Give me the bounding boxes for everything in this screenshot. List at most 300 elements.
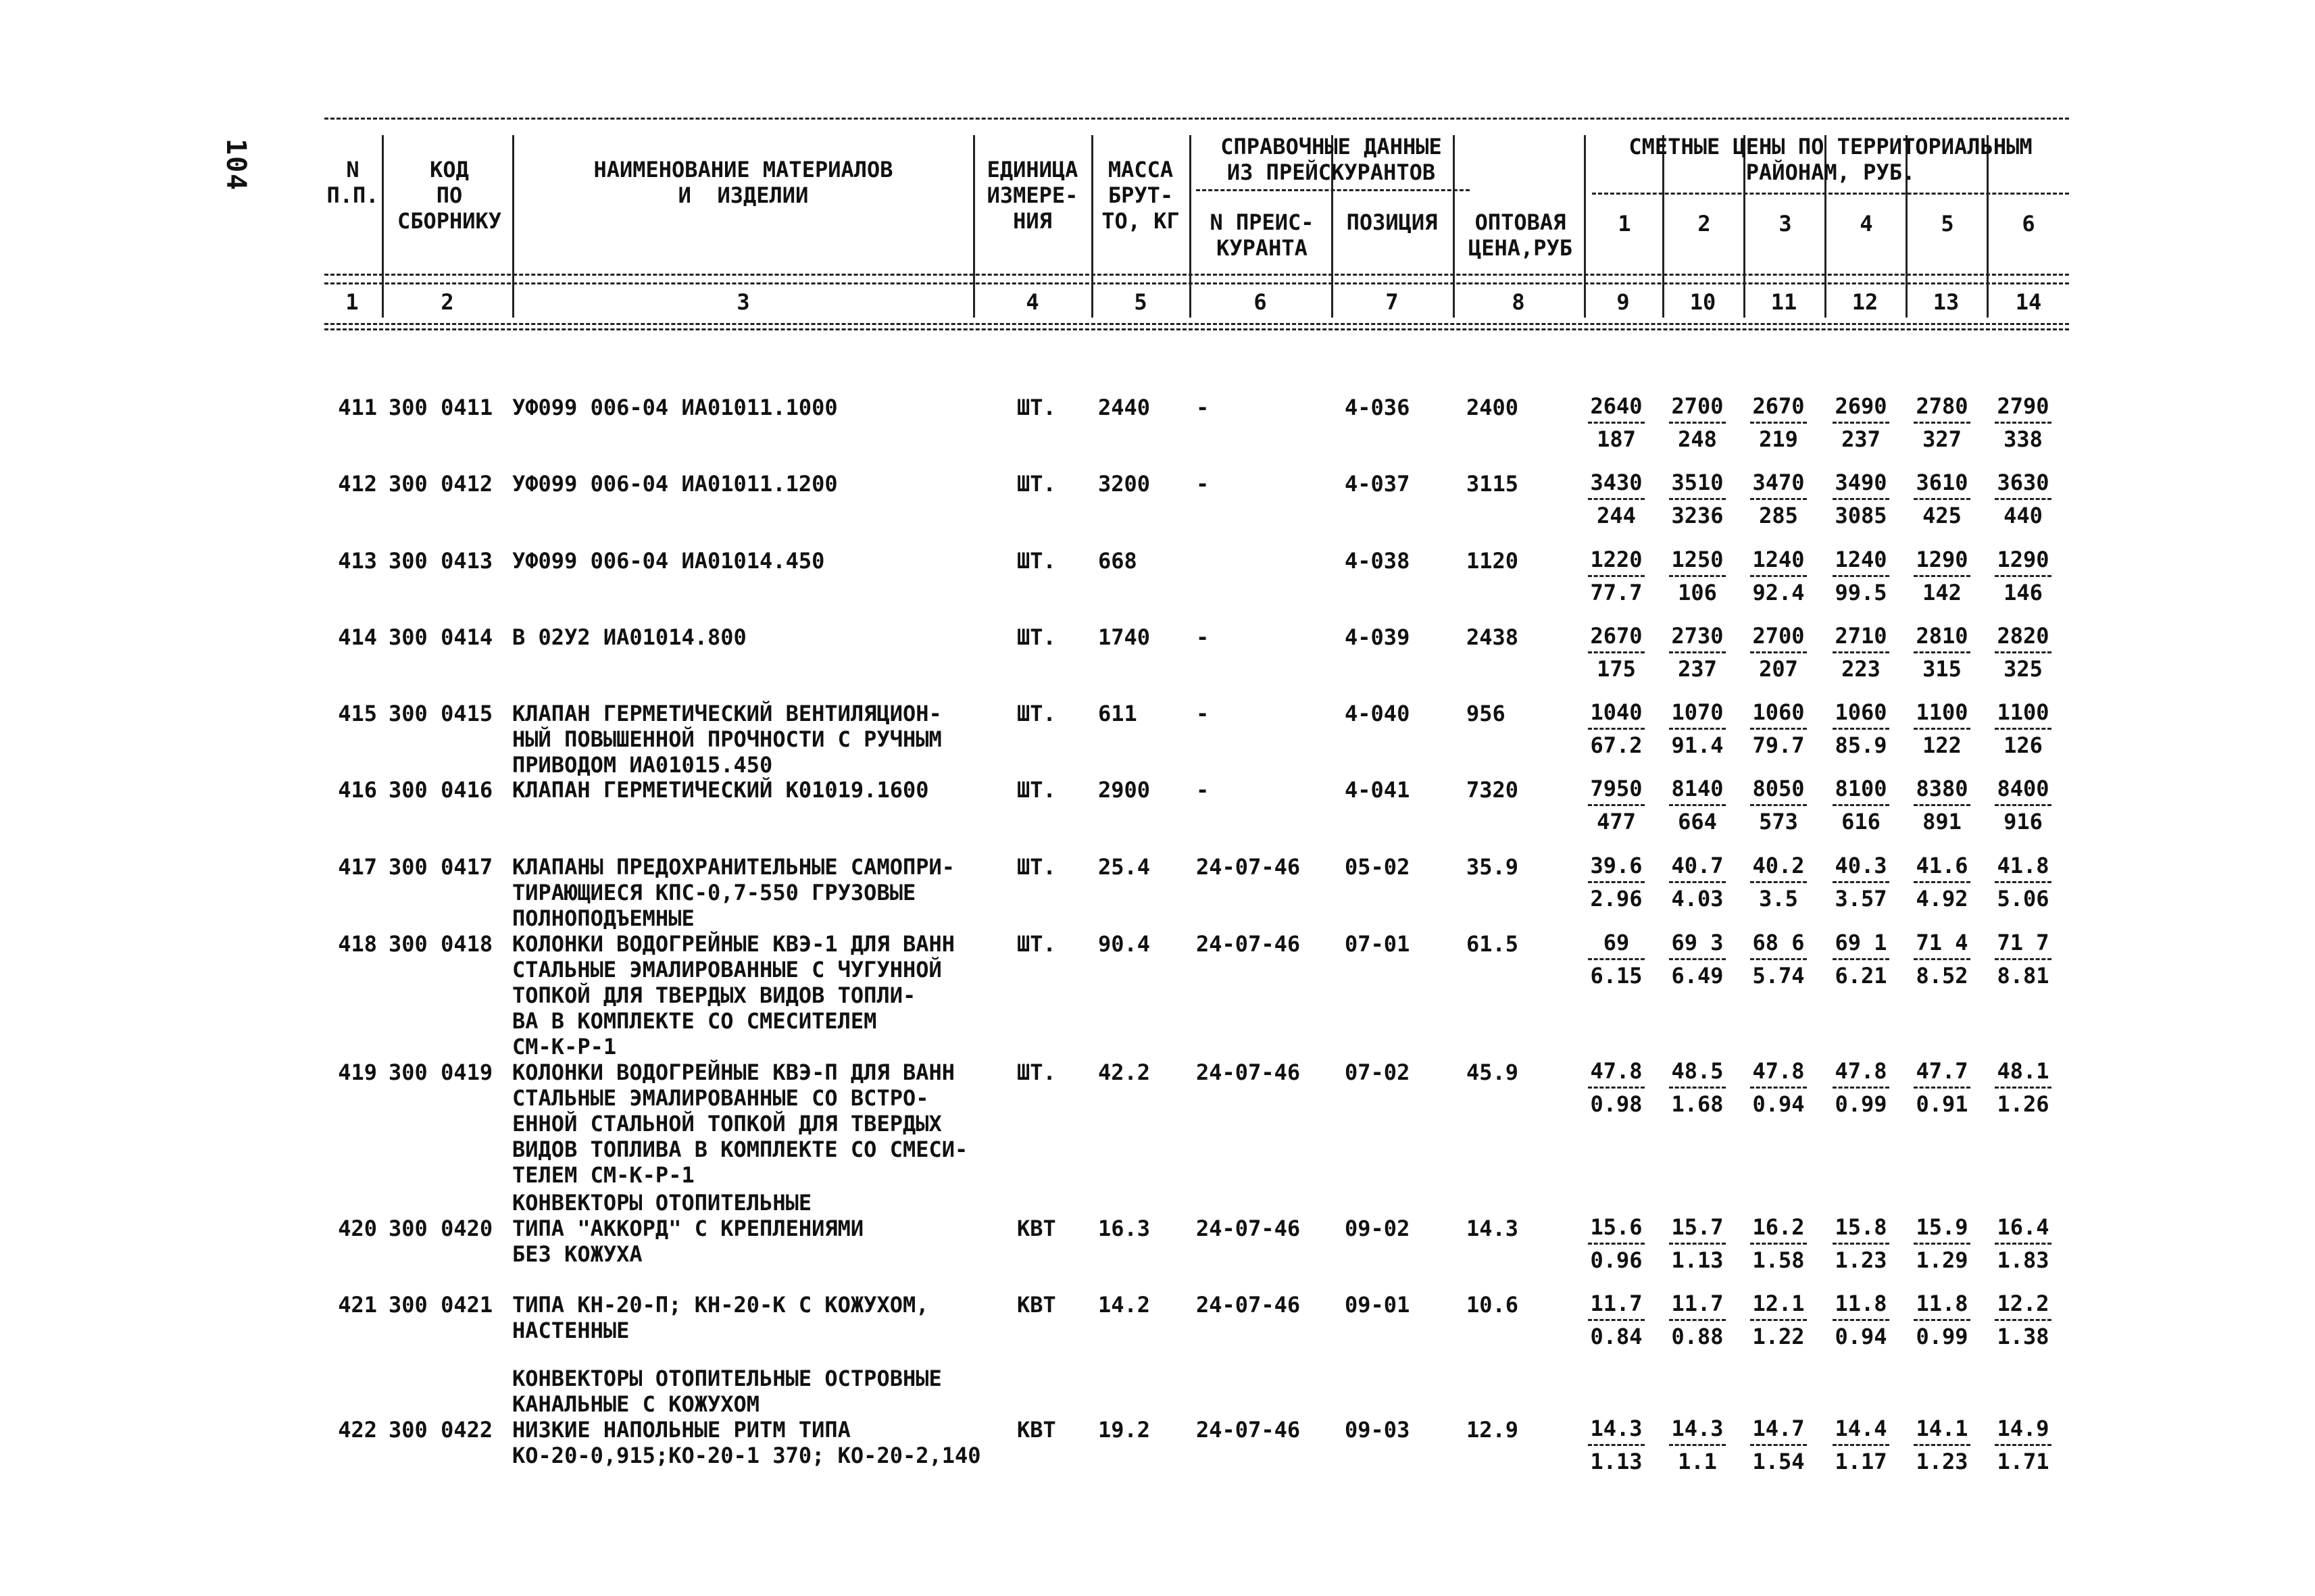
price-value: 15.8 [1835, 1214, 1887, 1240]
row-position: 4-036 [1345, 395, 1410, 420]
price-transport-part: 223 [1841, 656, 1881, 682]
price-transport-part: 244 [1597, 503, 1636, 528]
price-transport-part: 1.13 [1671, 1247, 1724, 1273]
fraction-bar [1833, 1319, 1889, 1321]
row-number: 421 [338, 1292, 377, 1318]
row-estimate-price [1827, 470, 1895, 528]
price-value: 14.4 [1835, 1416, 1887, 1441]
row-unit: ШТ. [1017, 395, 1056, 420]
price-transport-part: 1.38 [1997, 1324, 2049, 1349]
fraction-bar [1750, 422, 1807, 424]
row-estimate-price [1827, 1058, 1895, 1117]
fraction-bar [1995, 1444, 2051, 1446]
price-value: 8380 [1916, 776, 1968, 801]
row-estimate-price [1664, 1214, 1731, 1273]
price-value: 2710 [1835, 623, 1887, 649]
price-value: 14.3 [1671, 1416, 1724, 1441]
price-transport-part: 6.49 [1671, 963, 1724, 989]
row-mass: 2440 [1098, 395, 1151, 420]
row-price-list: - [1196, 777, 1210, 803]
fraction-bar [1588, 728, 1645, 730]
fraction-bar [1995, 881, 2051, 883]
fraction-bar [1833, 422, 1889, 424]
row-number: 419 [338, 1059, 377, 1085]
price-transport-part: 0.84 [1590, 1324, 1643, 1349]
fraction-bar [1588, 881, 1645, 883]
row-estimate-price [1989, 930, 2057, 989]
row-estimate-price [1664, 930, 1731, 989]
price-transport-part: 91.4 [1671, 732, 1724, 758]
row-estimate-price [1989, 1291, 2057, 1349]
fraction-bar [1995, 498, 2051, 500]
price-value: 47.7 [1916, 1058, 1968, 1084]
row-name: КОЛОНКИ ВОДОГРЕЙНЫЕ КВЭ-1 ДЛЯ ВАНН СТАЛЬНЫЕ ЭМАЛИРОВАННЫЕ С ЧУГУННОЙ ТОПКОЙ ДЛЯ ТВЕРДЫХ ВИДОВ ТОПЛИ- ВА В КОМПЛЕКТЕ СО СМЕСИТЕЛЕМ СМ-К-Р-1 [512, 931, 955, 1059]
row-wholesale-price: 14.3 [1466, 1216, 1519, 1241]
row-estimate-price [1908, 470, 1976, 528]
row-estimate-price [1989, 1416, 2057, 1474]
row-estimate-price [1583, 1291, 1650, 1349]
row-price-list: 24-07-46 [1196, 854, 1301, 880]
price-transport-part: 1.23 [1835, 1247, 1887, 1273]
row-estimate-price [1827, 547, 1895, 605]
header-column-number: 8 [1512, 289, 1525, 315]
price-transport-part: 1.13 [1590, 1449, 1643, 1474]
price-transport-part: 106 [1678, 580, 1717, 605]
price-value: 41.8 [1997, 853, 2049, 878]
fraction-bar [1750, 881, 1807, 883]
row-mass: 3200 [1098, 471, 1151, 497]
row-name: КЛАПАН ГЕРМЕТИЧЕСКИЙ К01019.1600 [512, 777, 929, 803]
row-estimate-price [1664, 393, 1731, 452]
row-unit: КВТ [1017, 1216, 1056, 1241]
price-value: 1250 [1671, 547, 1724, 572]
fraction-bar [1588, 651, 1645, 653]
row-code: 300 0420 [389, 1216, 493, 1241]
fraction-bar [1669, 1319, 1726, 1321]
row-estimate-price [1827, 623, 1895, 682]
price-transport-part: 207 [1759, 656, 1798, 682]
price-transport-part: 0.99 [1916, 1324, 1968, 1349]
price-transport-part: 315 [1922, 656, 1962, 682]
fraction-bar [1588, 1243, 1645, 1245]
price-transport-part: 85.9 [1835, 732, 1887, 758]
row-position: 09-03 [1345, 1417, 1410, 1443]
price-value: 3510 [1671, 470, 1724, 495]
row-price-list: 24-07-46 [1196, 1059, 1301, 1085]
row-name: НИЗКИЕ НАПОЛЬНЫЕ РИТМ ТИПА КО-20-0,915;КО-20-1 370; КО-20-2,140 [512, 1417, 981, 1468]
price-transport-part: 237 [1678, 656, 1717, 682]
row-price-list: - [1196, 395, 1210, 420]
price-value: 2670 [1590, 623, 1643, 649]
price-transport-part: 573 [1759, 809, 1798, 834]
fraction-bar [1669, 881, 1726, 883]
row-mass: 14.2 [1098, 1292, 1151, 1318]
row-wholesale-price: 61.5 [1466, 931, 1519, 957]
row-estimate-price [1908, 699, 1976, 758]
row-number: 413 [338, 548, 377, 574]
price-value: 3430 [1590, 470, 1643, 495]
row-mass: 668 [1098, 548, 1137, 574]
row-estimate-price [1583, 547, 1650, 605]
row-position: 07-02 [1345, 1059, 1410, 1085]
row-estimate-price [1989, 699, 2057, 758]
row-wholesale-price: 1120 [1466, 548, 1519, 574]
fraction-bar [1995, 1243, 2051, 1245]
fraction-bar [1588, 958, 1645, 960]
header-region-5: 5 [1941, 211, 1954, 236]
fraction-bar [1833, 651, 1889, 653]
price-value: 11.7 [1590, 1291, 1643, 1316]
row-name: УФ099 006-04 ИА01011.1000 [512, 395, 838, 420]
fraction-bar [1914, 804, 1970, 806]
row-mass: 16.3 [1098, 1216, 1151, 1241]
price-value: 1060 [1752, 699, 1805, 725]
fraction-bar [1914, 498, 1970, 500]
row-unit: ШТ. [1017, 624, 1056, 650]
price-transport-part: 248 [1678, 426, 1717, 452]
header-rule [324, 282, 2069, 284]
row-price-list: 24-07-46 [1196, 1417, 1301, 1443]
row-number: 414 [338, 624, 377, 650]
price-value: 2700 [1671, 393, 1724, 419]
row-position: 4-041 [1345, 777, 1410, 803]
header-rule [324, 274, 2069, 276]
row-estimate-price [1745, 699, 1812, 758]
price-transport-part: 77.7 [1590, 580, 1643, 605]
row-estimate-price [1745, 776, 1812, 834]
fraction-bar [1995, 804, 2051, 806]
fraction-bar [1995, 1087, 2051, 1089]
row-name: КЛАПАН ГЕРМЕТИЧЕСКИЙ ВЕНТИЛЯЦИОН- НЫЙ ПОВЫШЕННОЙ ПРОЧНОСТИ С РУЧНЫМ ПРИВОДОМ ИА01015.450 [512, 701, 942, 778]
price-transport-part: 1.71 [1997, 1449, 2049, 1474]
price-value: 40.3 [1835, 853, 1887, 878]
fraction-bar [1669, 1087, 1726, 1089]
price-transport-part: 1.17 [1835, 1449, 1887, 1474]
row-name: УФ099 006-04 ИА01011.1200 [512, 471, 838, 497]
row-estimate-price [1827, 1291, 1895, 1349]
fraction-bar [1833, 804, 1889, 806]
header-region-1: 1 [1618, 211, 1631, 236]
fraction-bar [1833, 1087, 1889, 1089]
fraction-bar [1669, 1444, 1726, 1446]
fraction-bar [1914, 881, 1970, 883]
header-rule [324, 323, 2069, 325]
row-mass: 2900 [1098, 777, 1151, 803]
price-transport-part: 1.23 [1916, 1449, 1968, 1474]
price-transport-part: 126 [2003, 732, 2043, 758]
row-estimate-price [1583, 393, 1650, 452]
fraction-bar [1914, 958, 1970, 960]
row-mass: 25.4 [1098, 854, 1151, 880]
fraction-bar [1914, 1087, 1970, 1089]
row-estimate-price [1583, 776, 1650, 834]
fraction-bar [1833, 575, 1889, 577]
row-estimate-price [1664, 1058, 1731, 1117]
row-estimate-price [1908, 623, 1976, 682]
row-wholesale-price: 12.9 [1466, 1417, 1519, 1443]
price-value: 15.7 [1671, 1214, 1724, 1240]
fraction-bar [1914, 422, 1970, 424]
price-transport-part: 237 [1841, 426, 1881, 452]
fraction-bar [1669, 1243, 1726, 1245]
row-estimate-price [1583, 1058, 1650, 1117]
price-transport-part: 8.52 [1916, 963, 1968, 989]
price-value: 71 7 [1997, 930, 2049, 955]
row-unit: ШТ. [1017, 1059, 1056, 1085]
row-wholesale-price: 10.6 [1466, 1292, 1519, 1318]
fraction-bar [1588, 575, 1645, 577]
price-value: 68 6 [1752, 930, 1805, 955]
price-transport-part: 92.4 [1752, 580, 1805, 605]
header-mass: МАССА БРУТ- ТО, КГ [1101, 157, 1180, 234]
row-estimate-price [1908, 547, 1976, 605]
price-transport-part: 0.94 [1752, 1091, 1805, 1117]
fraction-bar [1914, 1444, 1970, 1446]
fraction-bar [1669, 958, 1726, 960]
price-transport-part: 99.5 [1835, 580, 1887, 605]
price-value: 40.7 [1671, 853, 1724, 878]
row-number: 412 [338, 471, 377, 497]
price-value: 2820 [1997, 623, 2049, 649]
price-transport-part: 425 [1922, 503, 1962, 528]
row-estimate-price [1827, 930, 1895, 989]
price-transport-part: 175 [1597, 656, 1636, 682]
row-code: 300 0412 [389, 471, 493, 497]
row-estimate-price [1745, 1214, 1812, 1273]
row-price-list: - [1196, 471, 1210, 497]
price-transport-part: 3.57 [1835, 886, 1887, 912]
price-transport-part: 0.88 [1671, 1324, 1724, 1349]
row-unit: КВТ [1017, 1292, 1056, 1318]
row-estimate-price [1989, 623, 2057, 682]
price-value: 12.1 [1752, 1291, 1805, 1316]
page-number: 104 [220, 139, 251, 192]
row-group-heading: КОНВЕКТОРЫ ОТОПИТЕЛЬНЫЕ ОСТРОВНЫЕ КАНАЛЬНЫЕ С КОЖУХОМ [512, 1366, 942, 1417]
row-estimate-price [1989, 393, 2057, 452]
price-value: 14.7 [1752, 1416, 1805, 1441]
price-value: 2730 [1671, 623, 1724, 649]
price-value: 40.2 [1752, 853, 1805, 878]
price-transport-part: 1.54 [1752, 1449, 1805, 1474]
row-position: 09-02 [1345, 1216, 1410, 1241]
price-value: 1290 [1997, 547, 2049, 572]
fraction-bar [1750, 1444, 1807, 1446]
row-unit: ШТ. [1017, 931, 1056, 957]
price-transport-part: 440 [2003, 503, 2043, 528]
row-position: 09-01 [1345, 1292, 1410, 1318]
price-transport-part: 664 [1678, 809, 1717, 834]
price-value: 8100 [1835, 776, 1887, 801]
row-estimate-price [1583, 853, 1650, 912]
row-wholesale-price: 2438 [1466, 624, 1519, 650]
fraction-bar [1914, 575, 1970, 577]
row-estimate-price [1664, 1291, 1731, 1349]
header-region-4: 4 [1860, 211, 1873, 236]
fraction-bar [1588, 804, 1645, 806]
row-number: 415 [338, 701, 377, 726]
row-code: 300 0413 [389, 548, 493, 574]
price-value: 14.9 [1997, 1416, 2049, 1441]
price-value: 2690 [1835, 393, 1887, 419]
price-transport-part: 2.96 [1590, 886, 1643, 912]
fraction-bar [1669, 651, 1726, 653]
price-value: 1240 [1752, 547, 1805, 572]
price-transport-part: 327 [1922, 426, 1962, 452]
row-name: В 02У2 ИА01014.800 [512, 624, 747, 650]
price-value: 1220 [1590, 547, 1643, 572]
header-region-3: 3 [1778, 211, 1792, 236]
price-value: 8140 [1671, 776, 1724, 801]
row-name: ТИПА КН-20-П; КН-20-К С КОЖУХОМ, НАСТЕННЫЕ [512, 1292, 929, 1343]
price-value: 2640 [1590, 393, 1643, 419]
fraction-bar [1669, 804, 1726, 806]
row-number: 411 [338, 395, 377, 420]
price-transport-part: 146 [2003, 580, 2043, 605]
price-transport-part: 1.26 [1997, 1091, 2049, 1117]
row-position: 4-038 [1345, 548, 1410, 574]
fraction-bar [1750, 728, 1807, 730]
price-value: 41.6 [1916, 853, 1968, 878]
fraction-bar [1750, 1243, 1807, 1245]
fraction-bar [1588, 422, 1645, 424]
header-name: НАИМЕНОВАНИЕ МАТЕРИАЛОВ И ИЗДЕЛИИ [593, 157, 893, 208]
header-column-number: 13 [1933, 289, 1960, 315]
price-value: 1240 [1835, 547, 1887, 572]
row-estimate-price [1908, 393, 1976, 452]
price-transport-part: 891 [1922, 809, 1962, 834]
row-position: 4-037 [1345, 471, 1410, 497]
price-value: 1040 [1590, 699, 1643, 725]
price-transport-part: 1.58 [1752, 1247, 1805, 1273]
row-name: ТИПА "АККОРД" С КРЕПЛЕНИЯМИ БЕЗ КОЖУХА [512, 1216, 864, 1267]
price-transport-part: 219 [1759, 426, 1798, 452]
price-transport-part: 477 [1597, 809, 1636, 834]
row-code: 300 0419 [389, 1059, 493, 1085]
fraction-bar [1750, 958, 1807, 960]
price-transport-part: 142 [1922, 580, 1962, 605]
price-value: 7950 [1590, 776, 1643, 801]
price-transport-part: 325 [2003, 656, 2043, 682]
header-price-list: N ПРЕИС- КУРАНТА [1210, 209, 1314, 261]
price-transport-part: 5.74 [1752, 963, 1805, 989]
row-group-heading: КОНВЕКТОРЫ ОТОПИТЕЛЬНЫЕ [512, 1190, 812, 1216]
price-value: 39.6 [1590, 853, 1643, 878]
fraction-bar [1833, 728, 1889, 730]
row-position: 4-040 [1345, 701, 1410, 726]
row-estimate-price [1664, 853, 1731, 912]
price-transport-part: 0.91 [1916, 1091, 1968, 1117]
price-value: 71 4 [1916, 930, 1968, 955]
price-transport-part: 3236 [1671, 503, 1724, 528]
price-value: 15.9 [1916, 1214, 1968, 1240]
header-unit: ЕДИНИЦА ИЗМЕРЕ- НИЯ [987, 157, 1078, 234]
row-price-list: 24-07-46 [1196, 1216, 1301, 1241]
row-price-list: 24-07-46 [1196, 931, 1301, 957]
row-number: 417 [338, 854, 377, 880]
header-rule [324, 118, 2069, 120]
price-value: 11.8 [1916, 1291, 1968, 1316]
fraction-bar [1833, 498, 1889, 500]
row-estimate-price [1745, 470, 1812, 528]
price-value: 15.6 [1590, 1214, 1643, 1240]
fraction-bar [1669, 575, 1726, 577]
price-transport-part: 3.5 [1759, 886, 1798, 912]
price-value: 8050 [1752, 776, 1805, 801]
row-unit: ШТ. [1017, 854, 1056, 880]
price-transport-part: 616 [1841, 809, 1881, 834]
price-value: 69 1 [1835, 930, 1887, 955]
price-value: 69 3 [1671, 930, 1724, 955]
row-estimate-price [1583, 930, 1650, 989]
price-value: 3610 [1916, 470, 1968, 495]
price-value: 11.7 [1671, 1291, 1724, 1316]
price-value: 47.8 [1835, 1058, 1887, 1084]
price-value: 47.8 [1590, 1058, 1643, 1084]
row-estimate-price [1908, 930, 1976, 989]
row-wholesale-price: 3115 [1466, 471, 1519, 497]
row-estimate-price [1664, 623, 1731, 682]
row-code: 300 0422 [389, 1417, 493, 1443]
fraction-bar [1750, 1319, 1807, 1321]
price-value: 1100 [1997, 699, 2049, 725]
price-value: 16.4 [1997, 1214, 2049, 1240]
price-transport-part: 4.03 [1671, 886, 1724, 912]
price-transport-part: 4.92 [1916, 886, 1968, 912]
row-estimate-price [1827, 776, 1895, 834]
price-transport-part: 122 [1922, 732, 1962, 758]
fraction-bar [1914, 1319, 1970, 1321]
row-estimate-price [1583, 623, 1650, 682]
row-estimate-price [1989, 470, 2057, 528]
row-estimate-price [1583, 1214, 1650, 1273]
row-estimate-price [1908, 776, 1976, 834]
row-price-list: - [1196, 701, 1210, 726]
row-estimate-price [1664, 776, 1731, 834]
row-mass: 42.2 [1098, 1059, 1151, 1085]
price-transport-part: 187 [1597, 426, 1636, 452]
price-transport-part: 1.1 [1678, 1449, 1717, 1474]
row-unit: ШТ. [1017, 777, 1056, 803]
row-estimate-price [1583, 470, 1650, 528]
price-transport-part: 79.7 [1752, 732, 1805, 758]
price-transport-part: 0.96 [1590, 1247, 1643, 1273]
row-estimate-price [1827, 1214, 1895, 1273]
row-code: 300 0414 [389, 624, 493, 650]
row-unit: КВТ [1017, 1417, 1056, 1443]
row-unit: ШТ. [1017, 471, 1056, 497]
header-position: ПОЗИЦИЯ [1346, 209, 1438, 235]
fraction-bar [1750, 1087, 1807, 1089]
header-column-number: 14 [2015, 289, 2042, 315]
price-value: 1060 [1835, 699, 1887, 725]
row-number: 418 [338, 931, 377, 957]
header-estimate-group: СМЕТНЫЕ ЦЕНЫ ПО ТЕРРИТОРИАЛЬНЫМ РАЙОНАМ, РУБ. [1628, 134, 2033, 185]
price-value: 1100 [1916, 699, 1968, 725]
price-value: 2670 [1752, 393, 1805, 419]
header-region-6: 6 [2022, 211, 2035, 236]
fraction-bar [1669, 498, 1726, 500]
row-estimate-price [1908, 1416, 1976, 1474]
row-estimate-price [1745, 853, 1812, 912]
row-code: 300 0416 [389, 777, 493, 803]
price-transport-part: 6.15 [1590, 963, 1643, 989]
row-estimate-price [1827, 393, 1895, 452]
header-column-number: 5 [1134, 289, 1147, 315]
row-wholesale-price: 7320 [1466, 777, 1519, 803]
header-number: N П.П. [326, 157, 379, 208]
fraction-bar [1995, 958, 2051, 960]
price-value: 48.1 [1997, 1058, 2049, 1084]
